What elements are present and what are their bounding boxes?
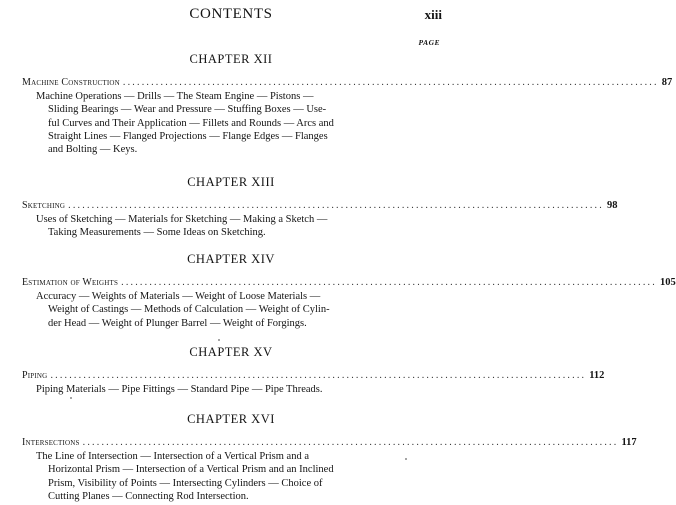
summary-line: The Line of Intersection — Intersection of a Vertical Prism and a [36,451,310,462]
chapter-heading: CHAPTER XIV [187,252,275,266]
entry-page-number: 98 [606,200,618,211]
summary-line: Sliding Bearings — Wear and Pressure — Stuffing Boxes — Use- [48,104,327,116]
toc-entry-intersections[interactable] [22,436,637,449]
chapter-heading: CHAPTER XIII [187,175,275,189]
summary-line: Uses of Sketching — Materials for Sketching — Making a Sketch — [36,214,328,225]
page-number: xiii [424,7,442,22]
summary-line: Piping Materials — Pipe Fittings — Standard Pipe — Pipe Threads. [36,384,323,395]
chapter-summary [36,290,440,330]
print-speck [70,397,72,399]
toc-entry-machine-construction[interactable] [22,76,673,89]
summary-line: Prism, Visibility of Points — Intersecting Cylinders — Choice of [48,477,323,489]
entry-page-number: 87 [661,77,673,88]
chapter-xiv [22,252,676,330]
summary-line: Straight Lines — Flanged Projections — Flange Edges — Flanges [48,130,328,142]
print-speck [405,458,407,460]
page-title: CONTENTS [189,6,273,22]
chapter-summary [36,383,440,396]
summary-line: Accuracy — Weights of Materials — Weight of Loose Materials — [36,291,321,302]
page-column-label: PAGE [418,38,440,47]
dot-leader: .................................................................................................................. [50,370,587,381]
chapter-heading: CHAPTER XVI [187,412,275,426]
summary-line: and Bolting — Keys. [48,144,138,156]
chapter-xiii [22,175,618,240]
toc-entry-sketching[interactable] [22,199,618,212]
chapter-heading: CHAPTER XII [189,52,273,66]
entry-title: Piping [22,370,48,381]
print-speck [218,339,220,341]
running-head [0,6,462,26]
chapter-summary [36,90,440,156]
dot-leader: .................................................................................................................. [68,200,604,211]
summary-line: Weight of Castings — Methods of Calculation — Weight of Cylin- [48,304,330,316]
summary-line: Taking Measurements — Some Ideas on Sketching. [48,227,266,239]
entry-title: Sketching [22,200,66,211]
toc-entry-piping[interactable] [22,369,605,382]
summary-line: der Head — Weight of Plunger Barrel — Weight of Forgings. [48,317,307,329]
chapter-xvi [22,412,637,503]
dot-leader: .................................................................................................................. [121,277,657,288]
entry-page-number: 117 [621,437,637,448]
entry-page-number: 112 [589,370,605,381]
toc-entry-estimation-of-weights[interactable] [22,276,676,289]
chapter-xii [22,52,673,156]
entry-page-number: 105 [659,277,676,288]
entry-title: Estimation of Weights [22,277,119,288]
summary-line: Machine Operations — Drills — The Steam Engine — Pistons — [36,91,314,102]
summary-line: Horizontal Prism — Intersection of a Vertical Prism and an Inclined [48,464,334,476]
dot-leader: .................................................................................................................. [82,437,619,448]
chapter-summary [36,450,440,503]
chapter-xv [22,345,605,396]
entry-title: Machine Construction [22,77,120,88]
dot-leader: .................................................................................................................. [122,77,659,88]
chapter-summary [36,213,440,240]
summary-line: ful Curves and Their Application — Fillets and Rounds — Arcs and [48,117,334,129]
entry-title: Intersections [22,437,80,448]
chapter-heading: CHAPTER XV [189,345,273,359]
summary-line: Cutting Planes — Connecting Rod Intersection. [48,490,249,502]
